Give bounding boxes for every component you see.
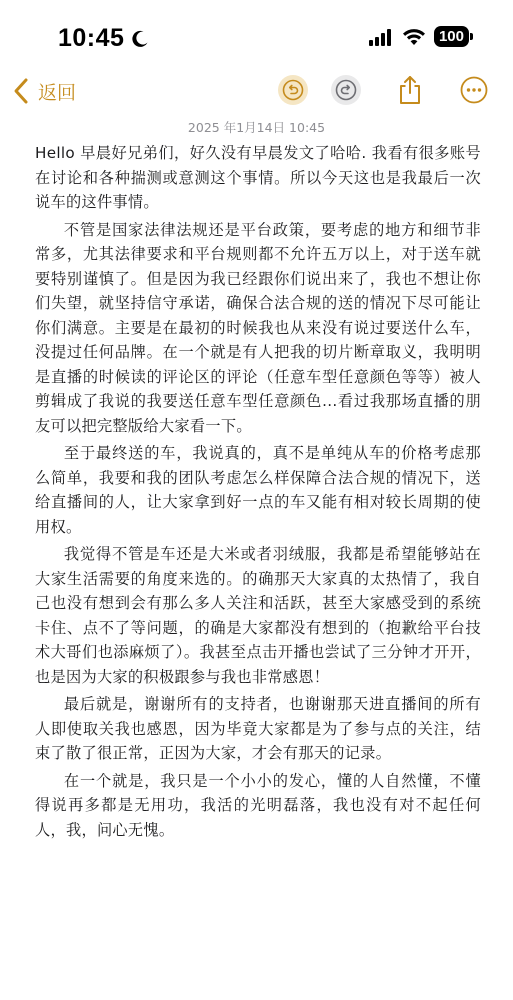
note-body[interactable] [35, 141, 481, 845]
redo-button[interactable] [331, 75, 361, 105]
more-ellipsis-icon [460, 76, 488, 104]
back-button[interactable] [10, 76, 76, 106]
undo-button[interactable] [278, 75, 308, 105]
share-button[interactable] [395, 75, 425, 105]
battery-indicator [434, 26, 469, 47]
back-label: 返回 [38, 81, 77, 104]
wifi-icon [402, 28, 426, 46]
note-paragraph: Hello 早晨好兄弟们，好久没有早晨发文了哈哈. 我看有很多账号在讨论和各种揣测或意测这个事情。所以今天这也是我最后一次说车的这件事情。 [35, 144, 481, 211]
battery-tip [470, 33, 473, 40]
note-paragraph: 在一个就是，我只是一个小小的发心，懂的人自然懂，不懂得说再多都是无用功，我活的光明磊落，我也没有对不起任何人，我，问心无愧。 [35, 771, 481, 839]
note-date: 2025 年1月14日 10:45 [187, 120, 326, 135]
redo-icon [335, 79, 357, 101]
cellular-signal-icon [369, 28, 393, 46]
note-paragraph: 至于最终送的车，我说真的，真不是单纯从车的价格考虑那么简单，我要和我的团队考虑怎么样保障合法合规的情况下，送给直播间的人，让大家拿到好一点的车又能有相对较长周期的使用权。 [35, 444, 481, 536]
status-time-group [58, 24, 150, 53]
chevron-left-icon [10, 76, 32, 106]
battery-level: 100 [438, 28, 464, 45]
share-icon [397, 75, 423, 105]
status-time: 10:45 [58, 24, 125, 52]
note-toolbar [0, 70, 513, 116]
more-button[interactable] [459, 75, 489, 105]
note-paragraph: 我觉得不管是车还是大米或者羽绒服，我都是希望能够站在大家生活需要的角度来选的。的确那天大家真的太热情了，我自己也没有想到会有那么多人关注和活跃，甚至大家感受到的系统卡住、点不了等问题，的确是大家都没有想到的（抱歉给平台技术大哥们也添麻烦了）。我甚至点击开播也尝试了三分钟才开开，也是因为大家的积极跟参与我也非常感恩！ [35, 545, 481, 686]
undo-icon [282, 79, 304, 101]
note-paragraph: 最后就是，谢谢所有的支持者，也谢谢那天进直播间的所有人即使取关我也感恩，因为毕竟大家都是为了参与点的关注，结束了散了很正常，正因为大家，才会有那天的记录。 [35, 695, 481, 762]
status-icons [369, 26, 469, 47]
status-bar [0, 0, 513, 70]
moon-icon [130, 29, 150, 49]
note-paragraph: 不管是国家法律法规还是平台政策，要考虑的地方和细节非常多，尤其法律要求和平台规则都不允许五万以上，对于送车就要特别谨慎了。但是因为我已经跟你们说出来了，我也不想让你们失望，就坚持信守承诺，确保合法合规的送的情况下尽可能让你们满意。主要是在最初的时候我也从来没有说过要送什么车，没提过任何品牌。在一个就是有人把我的切片断章取义，我明明是直播的时候读的评论区的评论（任意车型任意颜色等等）被人剪辑成了我说的我要送任意车型任意颜色...看过我那场直播的朋友可以把完整版给大家看一下。 [35, 220, 481, 435]
